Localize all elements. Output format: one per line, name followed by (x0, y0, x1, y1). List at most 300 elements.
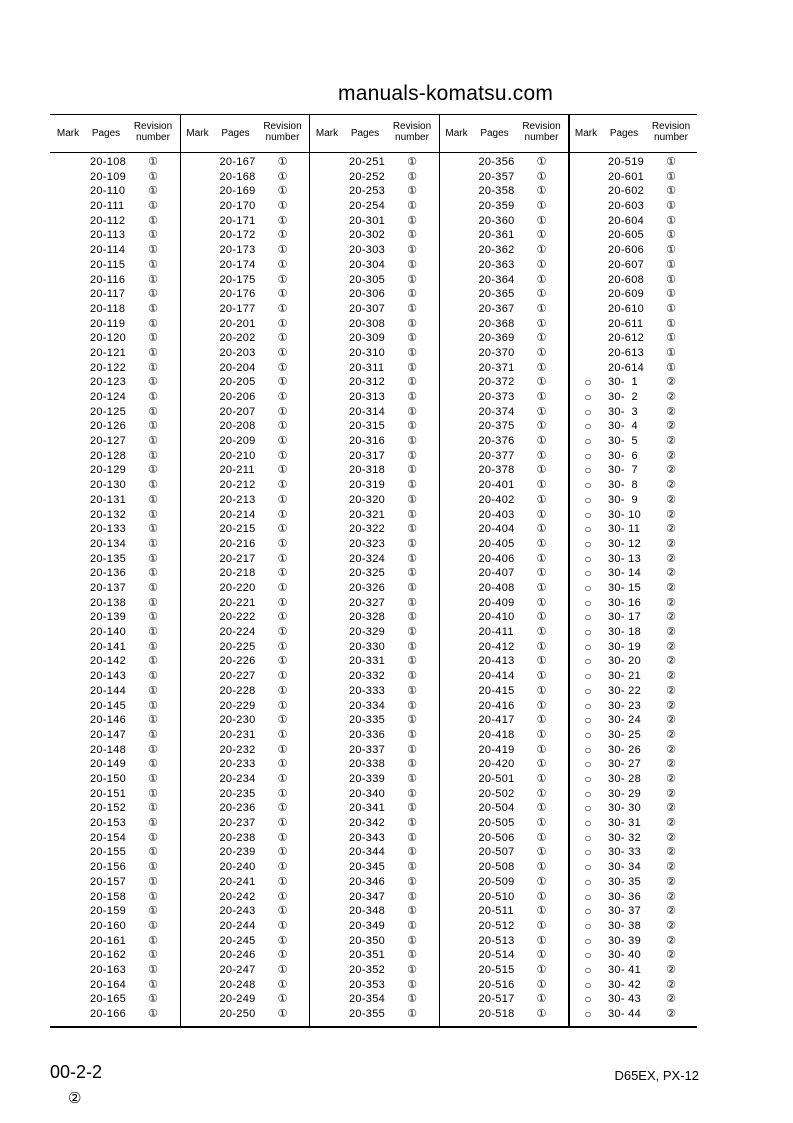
table-row (439, 744, 568, 757)
revision-cell: ① (148, 802, 158, 815)
page-cell: 20-233 (219, 758, 256, 771)
revision-cell: ① (148, 626, 158, 639)
revision-cell: ① (277, 670, 288, 683)
revision-cell: ② (666, 714, 676, 727)
page-cell: 20-209 (219, 435, 256, 448)
page-cell: 20-501 (478, 772, 515, 785)
page-cell: 20-142 (90, 655, 127, 668)
table-row (439, 905, 568, 918)
table-row (180, 714, 309, 727)
page-cell: 30- 44 (608, 1008, 641, 1021)
table-row (568, 332, 697, 345)
revision-cell: ① (407, 978, 417, 991)
revision-cell: ① (536, 244, 547, 257)
page-cell: 20-122 (90, 361, 127, 374)
revision-cell: ② (666, 1008, 676, 1021)
page-cell: 20-227 (219, 670, 256, 683)
table-row (180, 641, 309, 654)
table-row (439, 509, 568, 522)
page-cell: 20-403 (478, 508, 515, 521)
revision-cell: ① (536, 919, 547, 932)
revision-cell: ① (407, 905, 417, 918)
mark-cell: ○ (584, 610, 592, 625)
table-row (180, 420, 309, 433)
page-cell: 20-155 (90, 846, 127, 859)
table-row (309, 450, 438, 463)
page-cell: 20-208 (219, 420, 256, 433)
revision-cell: ② (666, 699, 676, 712)
revision-cell: ① (277, 405, 288, 418)
page-cell: 20-335 (349, 714, 386, 727)
page-cell: 20-164 (90, 978, 127, 991)
table-row (309, 861, 438, 874)
page-cell: 30- 19 (608, 640, 641, 653)
page-cell: 20-605 (608, 229, 645, 242)
revision-cell: ② (666, 640, 676, 653)
table-row (50, 156, 179, 169)
revision-cell: ① (277, 156, 288, 168)
table-row (50, 993, 179, 1006)
revision-cell: ① (407, 875, 417, 888)
page-cell: 20-316 (349, 435, 386, 448)
table-row (568, 244, 697, 257)
table-row (50, 802, 179, 815)
table-row (568, 347, 697, 360)
revision-cell: ① (277, 817, 288, 830)
page-cell: 20-134 (90, 537, 127, 550)
header-pages: Pages (350, 128, 380, 139)
revision-cell: ① (407, 670, 417, 683)
page-cell: 20-116 (90, 273, 126, 286)
table-row (50, 1008, 179, 1021)
table-row (568, 832, 697, 845)
page-cell: 20-502 (478, 787, 515, 800)
table-row (180, 362, 309, 375)
revision-cell: ② (666, 831, 676, 844)
page-cell: 20-314 (349, 405, 386, 418)
table-row (180, 303, 309, 316)
page-cell: 20-234 (219, 772, 256, 785)
table-row (439, 171, 568, 184)
revision-cell: ① (277, 890, 288, 903)
table-row (309, 817, 438, 830)
table-row (309, 303, 438, 316)
mark-cell: ○ (584, 492, 592, 507)
table-row (439, 964, 568, 977)
table-row (439, 553, 568, 566)
revision-cell: ① (536, 464, 547, 477)
revision-cell: ① (666, 156, 676, 168)
table-row (568, 464, 697, 477)
table-row (309, 553, 438, 566)
revision-cell: ① (277, 449, 288, 462)
page-cell: 20-221 (219, 596, 256, 609)
page-cell: 20-364 (478, 273, 515, 286)
table-row (180, 758, 309, 771)
table-row (568, 729, 697, 742)
page-cell: 20-240 (219, 861, 256, 874)
revision-cell: ① (277, 905, 288, 918)
page-cell: 20-172 (219, 229, 256, 242)
table-row (309, 993, 438, 1006)
revision-cell: ① (148, 405, 158, 418)
table-row (309, 523, 438, 536)
mark-cell: ○ (584, 434, 592, 449)
revision-cell: ① (148, 449, 158, 462)
table-row (439, 876, 568, 889)
page-cell: 30- 20 (608, 655, 641, 668)
revision-cell: ① (536, 435, 547, 448)
page-cell: 20-407 (478, 567, 515, 580)
table-row (568, 597, 697, 610)
revision-cell: ① (536, 743, 547, 756)
revision-cell: ① (536, 332, 547, 345)
table-row (180, 318, 309, 331)
table-row (568, 920, 697, 933)
revision-cell: ① (407, 258, 417, 271)
page-cell: 20-141 (90, 640, 127, 653)
table-row (439, 582, 568, 595)
table-row (180, 891, 309, 904)
table-row (568, 538, 697, 551)
table-row (180, 538, 309, 551)
revision-cell: ① (407, 743, 417, 756)
revision-cell: ① (148, 949, 158, 962)
table-row (439, 979, 568, 992)
page-cell: 20-371 (478, 361, 515, 374)
table-row (309, 714, 438, 727)
table-row (50, 523, 179, 536)
table-row (568, 891, 697, 904)
table-row (180, 846, 309, 859)
revision-cell: ② (666, 376, 676, 389)
page-cell: 20-176 (219, 288, 256, 301)
page-cell: 20-311 (349, 361, 385, 374)
table-row (180, 244, 309, 257)
table-row (568, 450, 697, 463)
table-row (50, 318, 179, 331)
revision-cell: ① (148, 963, 158, 976)
table-row (568, 758, 697, 771)
table-row (568, 259, 697, 272)
page-cell: 20-252 (349, 170, 386, 183)
table-row (439, 156, 568, 169)
revision-cell: ① (407, 170, 417, 183)
table-row (180, 553, 309, 566)
page-cell: 20-302 (349, 229, 386, 242)
page-cell: 20-218 (219, 567, 256, 580)
table-row (309, 964, 438, 977)
revision-cell: ① (536, 537, 547, 550)
table-row (439, 450, 568, 463)
table-row (309, 156, 438, 169)
revision-cell: ① (536, 640, 547, 653)
table-row (439, 464, 568, 477)
page-cell: 20-513 (478, 934, 515, 947)
page-cell: 20-341 (349, 802, 386, 815)
mark-cell: ○ (584, 948, 592, 963)
revision-cell: ① (536, 831, 547, 844)
table-row (50, 817, 179, 830)
page-cell: 20-129 (90, 464, 127, 477)
revision-cell: ① (407, 728, 417, 741)
revision-cell: ① (536, 552, 547, 565)
table-row (568, 553, 697, 566)
page-cell: 20-303 (349, 244, 386, 257)
page-cell: 20-614 (608, 361, 645, 374)
revision-cell: ① (148, 934, 158, 947)
page-cell: 20-332 (349, 670, 386, 683)
page-cell: 20-410 (478, 611, 515, 624)
revision-cell: ① (407, 479, 417, 492)
revision-cell: ① (536, 523, 547, 536)
page-cell: 30- 4 (608, 420, 638, 433)
page-cell: 20-519 (608, 156, 645, 168)
table-row (309, 832, 438, 845)
header-mark: Mark (445, 128, 468, 139)
page-cell: 20-205 (219, 376, 256, 389)
revision-cell: ① (407, 464, 417, 477)
revision-cell: ① (407, 405, 417, 418)
revision-table (50, 114, 697, 1028)
page-cell: 30- 6 (608, 449, 638, 462)
table-row (309, 876, 438, 889)
table-row (50, 450, 179, 463)
table-row (50, 288, 179, 301)
page-cell: 20-515 (478, 963, 515, 976)
page-cell: 20-346 (349, 875, 386, 888)
mark-cell: ○ (584, 801, 592, 816)
revision-cell: ② (666, 420, 676, 433)
table-row (568, 200, 697, 213)
page-cell: 20-353 (349, 978, 386, 991)
revision-cell: ② (666, 802, 676, 815)
revision-cell: ① (148, 905, 158, 918)
table-row (50, 626, 179, 639)
table-row (180, 905, 309, 918)
page-cell: 20-301 (349, 214, 386, 227)
page-cell: 20-508 (478, 861, 515, 874)
revision-cell: ② (666, 684, 676, 697)
table-row (309, 494, 438, 507)
revision-cell: ① (666, 214, 676, 227)
table-row (309, 229, 438, 242)
revision-cell: ① (277, 934, 288, 947)
page-cell: 20-153 (90, 817, 127, 830)
page-cell: 20-212 (219, 479, 256, 492)
table-row (180, 288, 309, 301)
revision-cell: ① (277, 802, 288, 815)
revision-cell: ① (148, 875, 158, 888)
table-row (180, 215, 309, 228)
page-cell: 20-157 (90, 875, 127, 888)
revision-cell: ① (407, 332, 417, 345)
table-row (50, 553, 179, 566)
revision-cell: ② (666, 523, 676, 536)
revision-cell: ② (666, 728, 676, 741)
page-cell: 30- 24 (608, 714, 641, 727)
mark-cell: ○ (584, 830, 592, 845)
revision-cell: ① (148, 346, 158, 359)
page-cell: 20-333 (349, 684, 386, 697)
revision-cell: ① (536, 405, 547, 418)
table-row (568, 171, 697, 184)
revision-cell: ① (277, 420, 288, 433)
table-row (50, 891, 179, 904)
revision-cell: ① (277, 919, 288, 932)
revision-cell: ① (148, 640, 158, 653)
header-revision (389, 121, 435, 143)
table-row (568, 685, 697, 698)
revision-cell: ① (277, 214, 288, 227)
page-cell: 20-609 (608, 288, 645, 301)
table-row (439, 244, 568, 257)
revision-cell: ② (666, 670, 676, 683)
table-row (180, 376, 309, 389)
table-row (568, 376, 697, 389)
table-row (309, 288, 438, 301)
revision-cell: ① (407, 596, 417, 609)
page-cell: 20-158 (90, 890, 127, 903)
mark-cell: ○ (584, 669, 592, 684)
revision-cell: ① (148, 420, 158, 433)
table-row (50, 729, 179, 742)
page-cell: 20-608 (608, 273, 645, 286)
page-cell: 20-250 (219, 1008, 256, 1021)
revision-cell: ① (536, 288, 547, 301)
mark-cell: ○ (584, 536, 592, 551)
table-row (50, 376, 179, 389)
table-row (568, 905, 697, 918)
page-cell: 20-511 (478, 905, 514, 918)
page-cell: 20-174 (219, 258, 256, 271)
revision-cell: ① (148, 919, 158, 932)
page-cell: 20-344 (349, 846, 386, 859)
page-cell: 20-230 (219, 714, 256, 727)
mark-cell: ○ (584, 786, 592, 801)
table-row (309, 1008, 438, 1021)
page-cell: 20-413 (478, 655, 515, 668)
mark-cell: ○ (584, 977, 592, 992)
table-row (50, 538, 179, 551)
page-cell: 20-405 (478, 537, 515, 550)
mark-cell: ○ (584, 639, 592, 654)
table-row (50, 347, 179, 360)
page-cell: 20-373 (478, 391, 515, 404)
revision-cell: ① (148, 699, 158, 712)
revision-cell: ① (407, 288, 417, 301)
table-row (439, 318, 568, 331)
table-row (180, 479, 309, 492)
page-cell: 20-148 (90, 743, 127, 756)
revision-cell: ① (148, 743, 158, 756)
page-cell: 20-305 (349, 273, 386, 286)
revision-cell: ② (666, 772, 676, 785)
revision-cell: ① (536, 229, 547, 242)
revision-cell: ① (148, 728, 158, 741)
revision-cell: ① (277, 435, 288, 448)
table-row (309, 935, 438, 948)
table-row (180, 229, 309, 242)
revision-cell: ① (407, 861, 417, 874)
revision-cell: ① (536, 302, 547, 315)
table-row (180, 200, 309, 213)
page-cell: 20-143 (90, 670, 127, 683)
page-cell: 20-201 (219, 317, 256, 330)
revision-cell: ① (148, 361, 158, 374)
header-revision (519, 121, 565, 143)
page-cell: 20-161 (90, 934, 127, 947)
revision-cell: ① (407, 214, 417, 227)
table-row (50, 700, 179, 713)
revision-cell: ① (407, 772, 417, 785)
page-cell: 20-376 (478, 435, 515, 448)
table-row (50, 979, 179, 992)
header-revision-line2: number (265, 132, 300, 143)
page-cell: 30- 32 (608, 831, 641, 844)
table-row (309, 347, 438, 360)
page-cell: 20-242 (219, 890, 256, 903)
table-row (439, 788, 568, 801)
revision-cell: ① (277, 861, 288, 874)
mark-cell: ○ (584, 889, 592, 904)
revision-cell: ① (277, 699, 288, 712)
page-cell: 20-516 (478, 978, 515, 991)
table-row (568, 979, 697, 992)
revision-cell: ① (536, 493, 547, 506)
revision-cell: ① (536, 391, 547, 404)
revision-cell: ① (536, 214, 547, 227)
table-row (180, 597, 309, 610)
revision-cell: ① (536, 728, 547, 741)
revision-cell: ① (407, 1008, 417, 1021)
table-row (568, 509, 697, 522)
revision-cell: ① (277, 317, 288, 330)
table-row (439, 773, 568, 786)
page-cell: 20-125 (90, 405, 127, 418)
page-cell: 20-365 (478, 288, 515, 301)
revision-cell: ① (536, 978, 547, 991)
table-row (439, 891, 568, 904)
table-row (439, 993, 568, 1006)
page-cell: 20-361 (478, 229, 515, 242)
table-row (568, 626, 697, 639)
model-name: D65EX, PX-12 (614, 1068, 699, 1083)
revision-cell: ① (148, 567, 158, 580)
page-cell: 20-317 (349, 449, 386, 462)
table-row (180, 523, 309, 536)
page-cell: 20-247 (219, 963, 256, 976)
page-cell: 20-328 (349, 611, 386, 624)
table-row (439, 700, 568, 713)
page-cell: 20-175 (219, 273, 256, 286)
revision-cell: ① (536, 361, 547, 374)
page-cell: 30- 37 (608, 905, 641, 918)
revision-cell: ① (277, 596, 288, 609)
revision-cell: ① (536, 875, 547, 888)
revision-cell: ① (148, 611, 158, 624)
mark-cell: ○ (584, 507, 592, 522)
revision-cell: ① (407, 963, 417, 976)
revision-cell: ① (407, 391, 417, 404)
page-cell: 20-126 (90, 420, 127, 433)
table-row (180, 935, 309, 948)
page-cell: 20-225 (219, 640, 256, 653)
revision-cell: ② (666, 758, 676, 771)
page-cell: 20-118 (90, 302, 126, 315)
page-cell: 30- 9 (608, 493, 638, 506)
revision-cell: ① (148, 435, 158, 448)
